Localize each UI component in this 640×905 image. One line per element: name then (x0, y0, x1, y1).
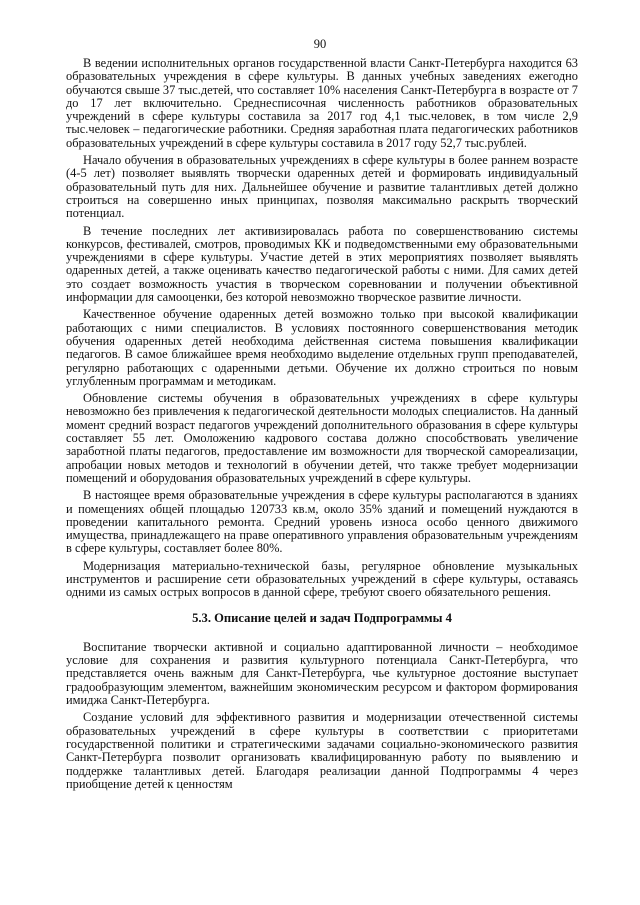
section-heading: 5.3. Описание целей и задач Подпрограммы 4 (192, 610, 452, 625)
paragraph-teacher-qualification: Качественное обучение одаренных детей возможно только при высокой квалификации работающих с ними специалистов. В условиях постоянного совершенствования методик обучения одаренных детей необходима действенная система повышения квалификации педагогов. В самое ближайшее время необходимо выделение отдельных групп преподавателей, регулярно работающих с одаренными детьми. Обучение их должно строиться по новым углубленным программам и методикам. (66, 307, 578, 388)
document-body (66, 57, 578, 795)
paragraph-modernization: Модернизация материально-технической базы, регулярное обновление музыкальных инструментов и расширение сети образовательных учреждений в сфере культуры, оставаясь одними из самых острых вопросов в данной сфере, требуют своего обязательного решения. (66, 558, 578, 600)
page-number: 90 (313, 37, 327, 51)
paragraph-young-specialists: Обновление системы обучения в образовательных учреждениях в сфере культуры невозможно без привлечения к педагогической деятельности молодых специалистов. На данный момент средний возраст педагогов учреждений дополнительного образования в сфере культуры составляет 55 лет. Омоложению кадрового состава должно способствовать увеличение заработной платы педагогов, предоставление им возможности для творческой самореализации, апробации новых методов и технологий в обучении детей, что также требует модернизации помещений и оборудования образовательных учреждений в сфере культуры. (66, 391, 578, 485)
paragraph-buildings: В настоящее время образовательные учреждения в сфере культуры располагаются в зданиях и помещениях общей площадью 120733 кв.м, около 35% зданий и помещений нуждаются в проведении капитального ремонта. Средний уровень износа особо ценного движимого имущества, принадлежащего на праве оперативного управления образовательным учреждениям в сфере культуры, составляет более 80%. (66, 488, 578, 556)
paragraph-early-education: Начало обучения в образовательных учреждениях в сфере культуры в более раннем возрасте (4-5 лет) позволяет выявлять творчески одаренных детей и формировать индивидуальный образовательный путь для них. Дальнейшее обучение и развитие талантливых детей должно строиться на совершенно иных принципах, позволяя максимально раскрыть творческий потенциал. (66, 153, 578, 221)
paragraph-personality-upbringing: Воспитание творчески активной и социально адаптированной личности – необходимое условие для сохранения и развития культурного потенциала Санкт-Петербурга, что представляется очень важным для Санкт-Петербурга, чье культурное достояние выступает градообразующим элементом, важнейшим экономическим ресурсом и фактором формирования имиджа Санкт-Петербурга. (66, 639, 578, 708)
paragraph-conditions-development: Создание условий для эффективного развития и модернизации отечественной системы образовательных учреждений в сфере культуры в соответствии с приоритетами государственной политики и стратегическими задачами социально-экономического развития Санкт-Петербурга позволит организовать квалифицированную работу по выявлению и поддержке талантливых детей. Благодаря реализации данной Подпрограммы 4 через приобщение детей к ценностям (66, 710, 578, 791)
paragraph-schools-overview: В ведении исполнительных органов государственной власти Санкт-Петербурга находится 63 образовательных учреждения в сфере культуры. В данных учебных заведениях ежегодно обучаются свыше 37 тыс.детей, что составляет 10% населения Санкт-Петербурга в возрасте от 7 до 17 лет включительно. Среднесписочная численность работников образовательных учреждений в сфере культуры составила за 2017 год 4,1 тыс.человек, в том числе 2,9 тыс.человек – педагогические работники. Средняя заработная плата педагогических работников образовательных учреждений в сфере культуры составила в 2017 году 52,7 тыс.рублей. (66, 56, 578, 150)
paragraph-competitions: В течение последних лет активизировалась работа по совершенствованию системы конкурсов, фестивалей, смотров, проводимых КК и подведомственными ему образовательными учреждениями в сфере культуры. Участие детей в этих мероприятиях позволяет выявлять одаренных детей, а также оценивать качество педагогической работы с ними. Для самих детей это создает возможность участия в творческом соревновании и получении объективной информации для самооценки, без которой невозможно творческое развитие личности. (66, 223, 578, 305)
